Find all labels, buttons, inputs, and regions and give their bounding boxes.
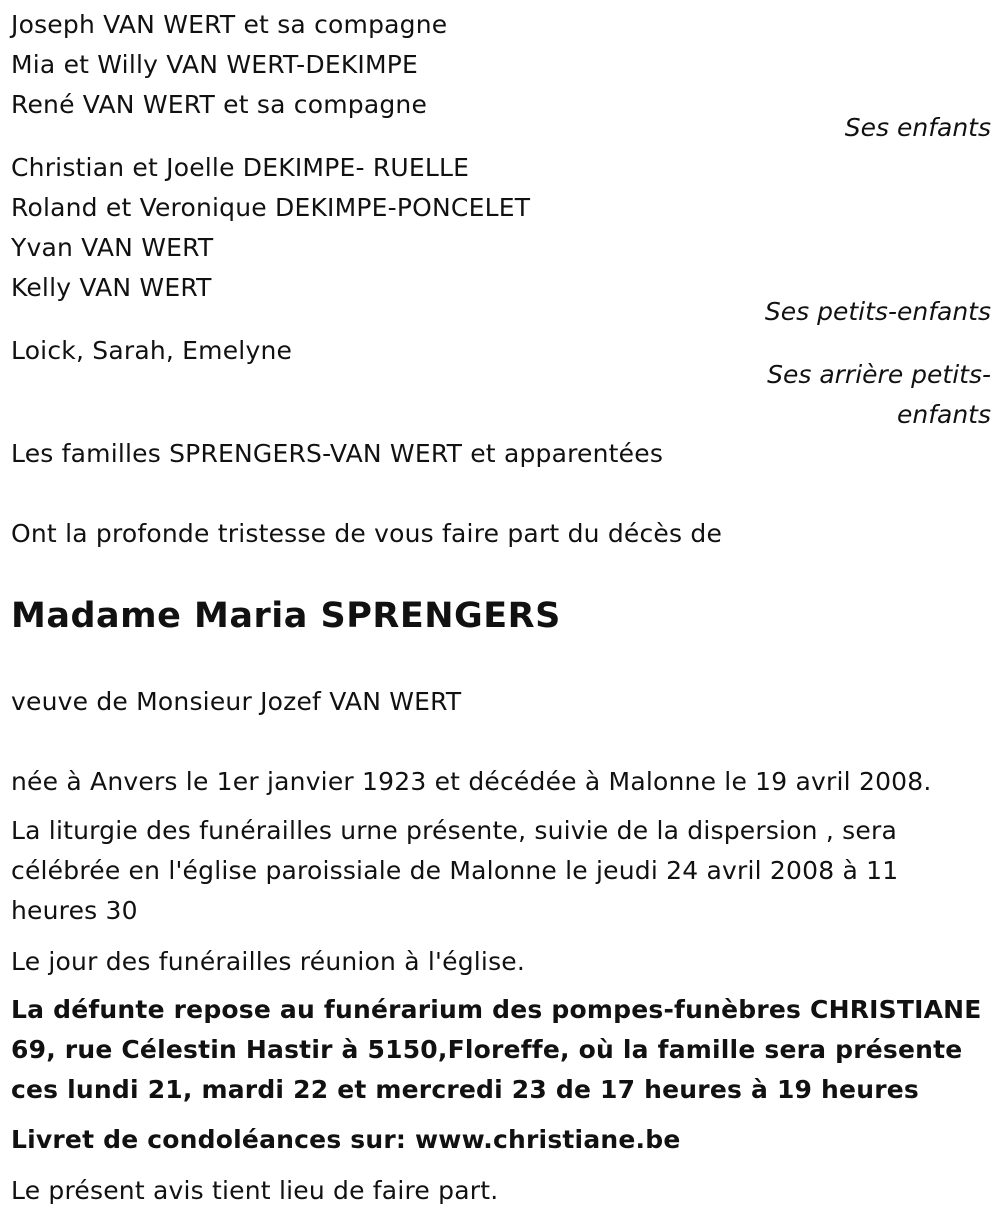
child-line-3: René VAN WERT et sa compagne	[11, 90, 428, 119]
grandchild-line-4: Kelly VAN WERT	[11, 273, 212, 302]
grandchildren-role-label: Ses petits-enfants	[764, 297, 991, 326]
children-role-label: Ses enfants	[844, 113, 991, 142]
announcement-line: Ont la profonde tristesse de vous faire part du décès de	[11, 519, 723, 548]
families-line: Les familles SPRENGERS-VAN WERT et apparentées	[11, 439, 664, 468]
deceased-name-heading: Madame Maria SPRENGERS	[11, 596, 561, 636]
birth-death-line: née à Anvers le 1er janvier 1923 et décédée à Malonne le 19 avril 2008.	[11, 767, 932, 796]
meeting-line: Le jour des funérailles réunion à l'église.	[11, 947, 526, 976]
grandchild-line-3: Yvan VAN WERT	[11, 233, 214, 262]
notice-line: Le présent avis tient lieu de faire part.	[11, 1176, 499, 1205]
great-grandchildren-role-label: Ses arrière petits-enfants	[767, 360, 991, 429]
condolences-line: Livret de condoléances sur: www.christiane.be	[11, 1125, 681, 1154]
child-line-1: Joseph VAN WERT et sa compagne	[11, 10, 448, 39]
liturgy-paragraph: La liturgie des funérailles urne présente, suivie de la dispersion , sera célébrée en l'église paroissiale de Malonne le jeudi 24 avril 2008 à 11 heures 30	[11, 816, 899, 925]
grandchild-line-1: Christian et Joelle DEKIMPE- RUELLE	[11, 153, 470, 182]
funerarium-paragraph: La défunte repose au funérarium des pompes-funèbres CHRISTIANE 69, rue Célestin Hastir à 5150,Floreffe, où la famille sera présente ces lundi 21, mardi 22 et mercredi 23 de 17 heures à 19 heures	[11, 995, 982, 1104]
widow-of-line: veuve de Monsieur Jozef VAN WERT	[11, 687, 462, 716]
child-line-2: Mia et Willy VAN WERT-DEKIMPE	[11, 50, 419, 79]
great-grandchildren-line: Loick, Sarah, Emelyne	[11, 336, 293, 365]
grandchild-line-2: Roland et Veronique DEKIMPE-PONCELET	[11, 193, 531, 222]
